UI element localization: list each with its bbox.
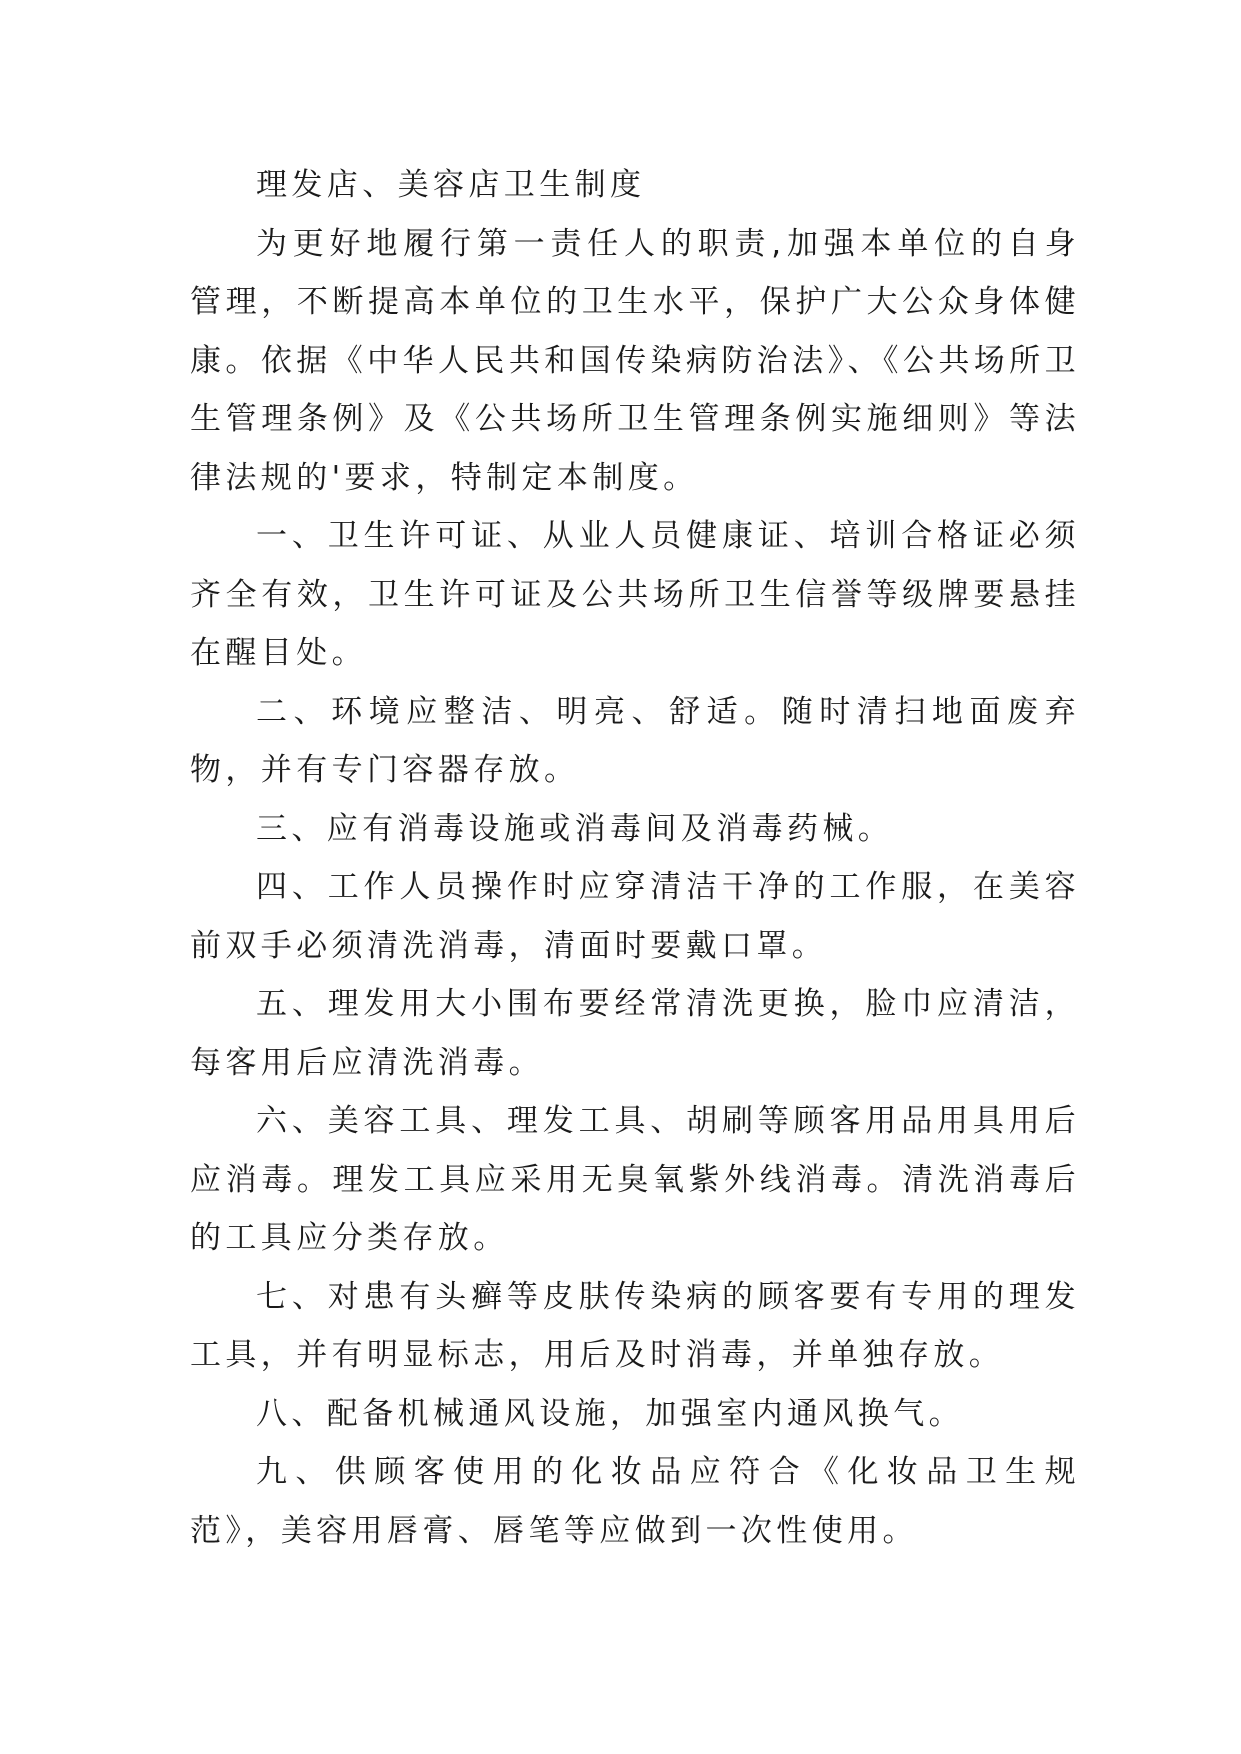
paragraph-rule-7: 七、对患有头癣等皮肤传染病的顾客要有专用的理发工具，并有明显标志，用后及时消毒，并单独存放。	[190, 1278, 1080, 1373]
paragraph-rule-9: 九、供顾客使用的化妆品应符合《化妆品卫生规范》，美容用唇膏、唇笔等应做到一次性使用。	[190, 1454, 1080, 1549]
document-title: 理发店、美容店卫生制度	[256, 167, 646, 203]
paragraph-rule-4: 四、工作人员操作时应穿清洁干净的工作服，在美容前双手必须清洗消毒，清面时要戴口罩。	[190, 869, 1080, 964]
paragraph-rule-2: 二、环境应整洁、明亮、舒适。随时清扫地面废弃物，并有专门容器存放。	[190, 693, 1080, 788]
paragraph-rule-5: 五、理发用大小围布要经常清洗更换，脸巾应清洁，每客用后应清洗消毒。	[190, 986, 1080, 1081]
paragraph-rule-3: 三、应有消毒设施或消毒间及消毒药械。	[256, 810, 894, 847]
paragraph-rule-1: 一、卫生许可证、从业人员健康证、培训合格证必须齐全有效，卫生许可证及公共场所卫生信誉等级牌要悬挂在醒目处。	[190, 518, 1080, 671]
paragraph-intro: 为更好地履行第一责任人的职责,加强本单位的自身管理，不断提高本单位的卫生水平，保护广大公众身体健康。依据《中华人民共和国传染病防治法》、《公共场所卫生管理条例》及《公共场所卫生管理条例实施细则》等法律法规的'要求，特制定本制度。	[190, 225, 1080, 496]
paragraph-rule-8: 八、配备机械通风设施，加强室内通风换气。	[256, 1395, 964, 1432]
document-body	[190, 156, 1080, 1560]
paragraph-rule-6: 六、美容工具、理发工具、胡刷等顾客用品用具用后应消毒。理发工具应采用无臭氧紫外线消毒。清洗消毒后的工具应分类存放。	[190, 1103, 1080, 1256]
